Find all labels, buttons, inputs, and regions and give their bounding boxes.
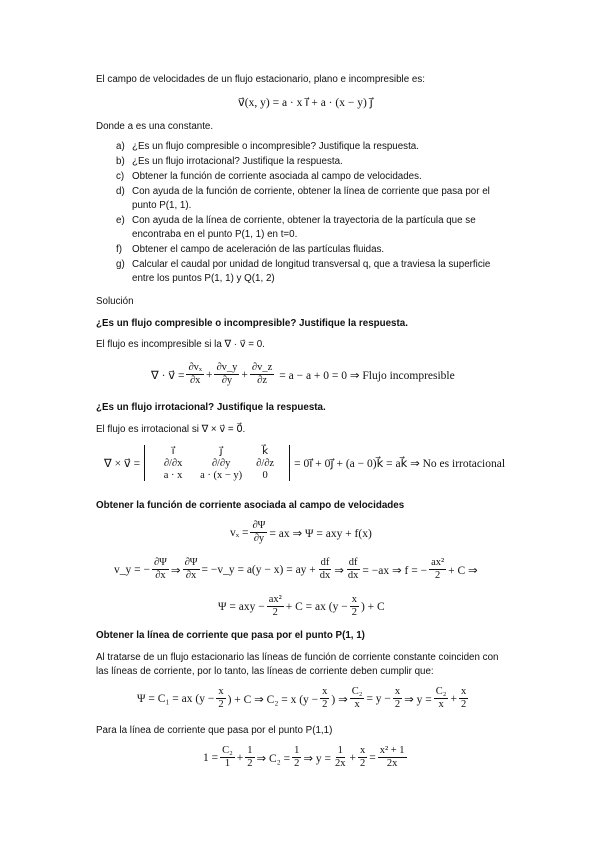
streamline-p11-equation: 1 = $\frac{\text{C₂}}{1}$ + $\frac{1}{2}$ ⇒ C₂ = $\frac{1}{2}$ ⇒ y = $\frac{1}{2x}$ + $\frac{x}{2}$ = $\frac{\text{x² + 1}}{2x}$ [203,745,405,769]
stream-function-eq2: v_y = − $\frac{\partial\Psi}{\partial x}$ ⇒ $\frac{\partial\Psi}{\partial x}$ = −v_y = a(y − x) = ay + $\frac{df}{dx}$ ⇒ $\frac{df}{dx}$ = −ax ⇒ f = − $\frac{\text{ax²}}{2}$ + C ⇒ [114,557,478,581]
section-a-text: El flujo es incompresible si la ∇ · v⃗ = 0. [96,339,265,350]
question-text: Con ayuda de la línea de corriente, obtener la trayectoria de la partícula que se [132,215,476,226]
solution-title: Solución [96,296,134,307]
divergence-equation: ∇ · v⃗ = $\frac{\text{∂vₓ}}{\partial x}$ + $\frac{\partial v\_y}{\partial y}$ + $\frac{\partial v\_z}{\partial z}$ = a − a + 0 = 0 ⇒ Flujo incompresible [151,362,455,386]
question-text: Calcular el caudal por unidad de longitud transversal q, que a traviesa la superficie [132,259,491,270]
section-a-heading: ¿Es un flujo compresible o incompresible? Justifique la respuesta. [96,318,408,329]
question-label: b) [116,156,125,167]
question-label: f) [116,244,122,255]
curl-equation [104,445,505,481]
question-label: d) [116,186,125,197]
section-c-heading: Obtener la función de corriente asociada al campo de velocidades [96,500,405,511]
question-label: c) [116,171,125,182]
question-text: punto P(1, 1). [132,200,192,211]
frac-dvy-dy: $\frac{\partial v\_y}{\partial y}$ [216,362,238,386]
question-text: Obtener el campo de aceleración de las partículas fluidas. [132,244,385,255]
section-d-point-text: Para la línea de corriente que pasa por el punto P(1,1) [96,725,333,736]
streamline-equation: Ψ = C₁ = ax (y − $\frac{x}{2}$ ) + C ⇒ C₂ = x (y − $\frac{x}{2}$ ) ⇒ $\frac{\text{C₂}}{x}$ = y − $\frac{x}{2}$ ⇒ y = $\frac{\text{C₂}}{x}$ + $\frac{x}{2}$ [137,686,467,710]
section-d-para-line2: las líneas de corriente, por lo tanto, las líneas de corriente deben cumplir que: [96,666,434,677]
question-text: entre los puntos P(1, 1) y Q(1, 2) [132,273,275,284]
section-d-heading: Obtener la línea de corriente que pasa por el punto P(1, 1) [96,630,365,641]
section-b-text: El flujo es irrotacional si ∇ × v⃗ = 0⃗. [96,424,246,435]
div-lhs: ∇ · v⃗ = [151,369,185,382]
curl-lhs: ∇ × v⃗ = [104,458,141,470]
question-text: encontraba en el punto P(1, 1) en t=0. [132,229,298,240]
stream-function-eq1: vₓ = $\frac{\partial\Psi}{\partial y}$ = ax ⇒ Ψ = axy + f(x) [230,520,372,544]
stream-function-eq3: Ψ = axy − $\frac{\text{ax²}}{2}$ + C = ax (y − $\frac{x}{2}$ ) + C [218,594,385,618]
question-text: ¿Es un flujo irrotacional? Justifique la respuesta. [132,156,343,167]
question-label: g) [116,259,125,270]
intro-text: El campo de velocidades de un flujo estacionario, plano e incompresible es: [96,74,425,85]
curl-determinant: i⃗ j⃗ k⃗ ∂/∂x ∂/∂y ∂/∂z a · x a · (x − y) 0 [144,445,290,481]
question-text: ¿Es un flujo compresible o incompresible? Justifique la respuesta. [132,141,419,152]
curl-rhs: = 0i⃗ + 0j⃗ + (a − 0)k⃗ = ak⃗ ⇒ No es irrotacional [294,458,506,470]
question-text: Con ayuda de la función de corriente, obtener la línea de corriente que pasa por el [132,186,490,197]
div-rhs: = a − a + 0 = 0 ⇒ Flujo incompresible [279,369,455,382]
question-text: Obtener la función de corriente asociada al campo de velocidades. [132,171,422,182]
frac-dvz-dz: $\frac{\partial v\_z}{\partial z}$ [251,362,273,386]
question-label: a) [116,141,125,152]
velocity-field-equation: v⃗(x, y) = a · x i⃗ + a · (x − y) j⃗ [238,97,373,109]
question-label: e) [116,215,125,226]
frac-dvx-dx: $\frac{\text{∂vₓ}}{\partial x}$ [188,362,202,386]
section-d-para-line1: Al tratarse de un flujo estacionario las líneas de función de corriente constante coinciden con [96,652,499,663]
section-b-heading: ¿Es un flujo irrotacional? Justifique la respuesta. [96,402,326,413]
constant-note: Donde a es una constante. [96,121,214,132]
